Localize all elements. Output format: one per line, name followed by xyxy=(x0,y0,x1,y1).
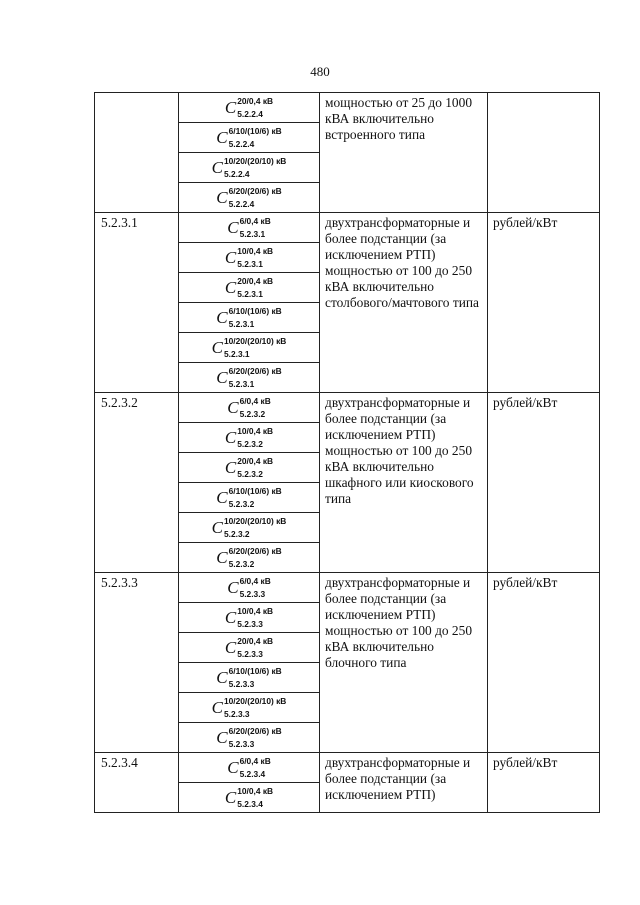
rate-symbol-letter: C xyxy=(227,577,239,597)
rate-voltage-superscript: 10/20/(20/10) кВ xyxy=(223,515,287,526)
rate-symbol-indices xyxy=(237,95,274,119)
tariff-table-body xyxy=(95,93,600,813)
rate-voltage-superscript: 6/10/(10/6) кВ xyxy=(228,125,282,136)
rate-symbol xyxy=(211,515,287,539)
rate-voltage-superscript: 6/20/(20/6) кВ xyxy=(228,365,282,376)
rate-voltage-superscript: 20/0,4 кВ xyxy=(237,635,274,646)
rate-voltage-superscript: 6/20/(20/6) кВ xyxy=(228,185,282,196)
rate-formula xyxy=(179,153,320,183)
rate-formula xyxy=(179,273,320,303)
rate-symbol-indices xyxy=(223,335,287,359)
rate-symbol-letter: C xyxy=(216,547,228,567)
rate-symbol-indices xyxy=(228,125,282,149)
rate-formula xyxy=(179,243,320,273)
item-unit: рублей/кВт xyxy=(488,753,600,813)
rate-voltage-superscript: 6/20/(20/6) кВ xyxy=(228,545,282,556)
rate-code-subscript: 5.2.3.1 xyxy=(239,228,266,239)
rate-formula xyxy=(179,333,320,363)
rate-formula xyxy=(179,93,320,123)
item-description: двухтрансформаторные и более подстанции (за исключением РТП) мощностью от 100 до 250 кВА включительно столбового/мачтового типа xyxy=(320,213,488,393)
rate-code-subscript: 5.2.3.3 xyxy=(228,678,255,689)
tariff-table xyxy=(94,92,600,813)
rate-code-subscript: 5.2.3.3 xyxy=(228,738,255,749)
page-number: 480 xyxy=(310,64,330,79)
rate-formula xyxy=(179,723,320,753)
rate-symbol-letter: C xyxy=(224,427,237,447)
rate-symbol-letter: C xyxy=(224,97,237,117)
rate-voltage-superscript: 10/20/(20/10) кВ xyxy=(223,155,287,166)
rate-symbol xyxy=(211,695,287,719)
rate-voltage-superscript: 6/0,4 кВ xyxy=(239,755,271,766)
rate-symbol-indices xyxy=(237,635,274,659)
rate-code-subscript: 5.2.3.2 xyxy=(239,408,266,419)
rate-symbol-letter: C xyxy=(224,247,237,267)
table-row xyxy=(95,393,600,423)
item-code xyxy=(95,93,179,213)
rate-symbol xyxy=(216,305,282,329)
rate-code-subscript: 5.2.2.4 xyxy=(228,138,255,149)
rate-formula xyxy=(179,753,320,783)
item-unit xyxy=(488,93,600,213)
rate-symbol-indices xyxy=(228,365,282,389)
table-row xyxy=(95,213,600,243)
item-code: 5.2.3.3 xyxy=(95,573,179,753)
rate-symbol xyxy=(227,575,271,599)
rate-code-subscript: 5.2.3.3 xyxy=(239,588,266,599)
rate-voltage-superscript: 10/20/(20/10) кВ xyxy=(223,695,287,706)
rate-symbol xyxy=(216,365,282,389)
rate-symbol-indices xyxy=(223,515,287,539)
rate-code-subscript: 5.2.3.1 xyxy=(228,378,255,389)
rate-symbol-letter: C xyxy=(216,727,228,747)
rate-code-subscript: 5.2.2.4 xyxy=(237,108,263,119)
rate-symbol-letter: C xyxy=(211,337,223,357)
rate-symbol xyxy=(224,275,274,299)
rate-formula xyxy=(179,783,320,813)
item-description: двухтрансформаторные и более подстанции (за исключением РТП) мощностью от 100 до 250 кВА включительно блочного типа xyxy=(320,573,488,753)
item-unit: рублей/кВт xyxy=(488,393,600,573)
item-code: 5.2.3.2 xyxy=(95,393,179,573)
rate-code-subscript: 5.2.3.1 xyxy=(223,348,250,359)
item-description: мощностью от 25 до 1000 кВА включительно встроенного типа xyxy=(320,93,488,213)
rate-formula xyxy=(179,213,320,243)
rate-symbol-letter: C xyxy=(211,517,223,537)
rate-symbol-indices xyxy=(228,185,282,209)
rate-symbol-letter: C xyxy=(227,397,239,417)
rate-symbol-indices xyxy=(239,575,271,599)
rate-voltage-superscript: 6/0,4 кВ xyxy=(239,575,271,586)
rate-symbol-indices xyxy=(237,275,274,299)
rate-code-subscript: 5.2.3.1 xyxy=(237,258,263,269)
rate-symbol xyxy=(224,785,274,809)
rate-formula xyxy=(179,693,320,723)
rate-voltage-superscript: 6/10/(10/6) кВ xyxy=(228,485,282,496)
rate-symbol xyxy=(216,545,282,569)
rate-formula xyxy=(179,483,320,513)
rate-symbol-letter: C xyxy=(227,757,239,777)
rate-symbol xyxy=(216,185,282,209)
rate-symbol xyxy=(227,395,271,419)
rate-code-subscript: 5.2.3.2 xyxy=(237,468,263,479)
rate-voltage-superscript: 6/0,4 кВ xyxy=(239,395,271,406)
rate-voltage-superscript: 20/0,4 кВ xyxy=(237,275,274,286)
rate-voltage-superscript: 6/20/(20/6) кВ xyxy=(228,725,282,736)
table-row xyxy=(95,93,600,123)
rate-symbol-letter: C xyxy=(227,217,239,237)
rate-symbol-letter: C xyxy=(216,187,228,207)
rate-code-subscript: 5.2.2.4 xyxy=(228,198,255,209)
rate-voltage-superscript: 10/0,4 кВ xyxy=(237,425,274,436)
rate-voltage-superscript: 10/0,4 кВ xyxy=(237,785,274,796)
rate-formula xyxy=(179,543,320,573)
rate-voltage-superscript: 20/0,4 кВ xyxy=(237,95,274,106)
rate-symbol-indices xyxy=(228,725,282,749)
rate-symbol-indices xyxy=(228,305,282,329)
rate-code-subscript: 5.2.3.2 xyxy=(237,438,263,449)
rate-formula xyxy=(179,303,320,333)
item-description: двухтрансформаторные и более подстанции (за исключением РТП) xyxy=(320,753,488,813)
item-unit: рублей/кВт xyxy=(488,573,600,753)
rate-symbol-indices xyxy=(239,395,271,419)
rate-symbol xyxy=(216,725,282,749)
rate-voltage-superscript: 10/0,4 кВ xyxy=(237,605,274,616)
rate-code-subscript: 5.2.3.2 xyxy=(223,528,250,539)
rate-symbol xyxy=(216,485,282,509)
rate-symbol xyxy=(224,455,274,479)
rate-symbol xyxy=(224,425,274,449)
rate-symbol xyxy=(224,635,274,659)
item-code: 5.2.3.4 xyxy=(95,753,179,813)
rate-symbol-indices xyxy=(237,245,274,269)
rate-formula xyxy=(179,183,320,213)
rate-formula xyxy=(179,603,320,633)
rate-symbol-letter: C xyxy=(224,637,237,657)
rate-symbol-indices xyxy=(223,695,287,719)
rate-symbol-indices xyxy=(237,455,274,479)
rate-symbol-indices xyxy=(237,605,274,629)
item-code: 5.2.3.1 xyxy=(95,213,179,393)
rate-symbol-letter: C xyxy=(211,697,223,717)
rate-symbol-letter: C xyxy=(224,277,237,297)
rate-symbol-letter: C xyxy=(224,607,237,627)
rate-symbol-letter: C xyxy=(216,367,228,387)
rate-formula xyxy=(179,633,320,663)
rate-formula xyxy=(179,393,320,423)
rate-formula xyxy=(179,363,320,393)
rate-formula xyxy=(179,453,320,483)
rate-symbol xyxy=(211,335,287,359)
rate-symbol-letter: C xyxy=(216,487,228,507)
rate-voltage-superscript: 10/0,4 кВ xyxy=(237,245,274,256)
rate-symbol-letter: C xyxy=(216,667,228,687)
rate-symbol xyxy=(227,215,271,239)
rate-symbol-indices xyxy=(223,155,287,179)
rate-formula xyxy=(179,123,320,153)
rate-code-subscript: 5.2.3.3 xyxy=(223,708,250,719)
rate-symbol xyxy=(224,95,274,119)
rate-code-subscript: 5.2.2.4 xyxy=(223,168,250,179)
rate-symbol xyxy=(216,125,282,149)
rate-symbol-indices xyxy=(237,425,274,449)
rate-code-subscript: 5.2.3.3 xyxy=(237,648,263,659)
rate-code-subscript: 5.2.3.4 xyxy=(237,798,263,809)
rate-formula xyxy=(179,513,320,543)
rate-symbol xyxy=(216,665,282,689)
rate-code-subscript: 5.2.3.2 xyxy=(228,558,255,569)
rate-symbol xyxy=(211,155,287,179)
item-unit: рублей/кВт xyxy=(488,213,600,393)
rate-symbol xyxy=(224,605,274,629)
rate-symbol-indices xyxy=(228,545,282,569)
rate-symbol-letter: C xyxy=(216,307,228,327)
rate-symbol-indices xyxy=(228,665,282,689)
rate-code-subscript: 5.2.3.3 xyxy=(237,618,263,629)
rate-symbol-indices xyxy=(228,485,282,509)
rate-code-subscript: 5.2.3.1 xyxy=(237,288,263,299)
rate-voltage-superscript: 6/10/(10/6) кВ xyxy=(228,305,282,316)
table-row xyxy=(95,753,600,783)
rate-voltage-superscript: 6/10/(10/6) кВ xyxy=(228,665,282,676)
rate-symbol xyxy=(224,245,274,269)
rate-symbol xyxy=(227,755,271,779)
rate-symbol-letter: C xyxy=(216,127,228,147)
table-row xyxy=(95,573,600,603)
rate-symbol-indices xyxy=(239,755,271,779)
rate-code-subscript: 5.2.3.1 xyxy=(228,318,255,329)
item-description: двухтрансформаторные и более подстанции (за исключением РТП) мощностью от 100 до 250 кВА включительно шкафного или киоскового типа xyxy=(320,393,488,573)
rate-formula xyxy=(179,663,320,693)
rate-symbol-indices xyxy=(239,215,271,239)
rate-symbol-letter: C xyxy=(224,787,237,807)
rate-voltage-superscript: 6/0,4 кВ xyxy=(239,215,271,226)
rate-code-subscript: 5.2.3.4 xyxy=(239,768,266,779)
rate-voltage-superscript: 10/20/(20/10) кВ xyxy=(223,335,287,346)
rate-symbol-letter: C xyxy=(211,157,223,177)
rate-formula xyxy=(179,423,320,453)
rate-formula xyxy=(179,573,320,603)
rate-code-subscript: 5.2.3.2 xyxy=(228,498,255,509)
rate-symbol-indices xyxy=(237,785,274,809)
rate-symbol-letter: C xyxy=(224,457,237,477)
rate-voltage-superscript: 20/0,4 кВ xyxy=(237,455,274,466)
